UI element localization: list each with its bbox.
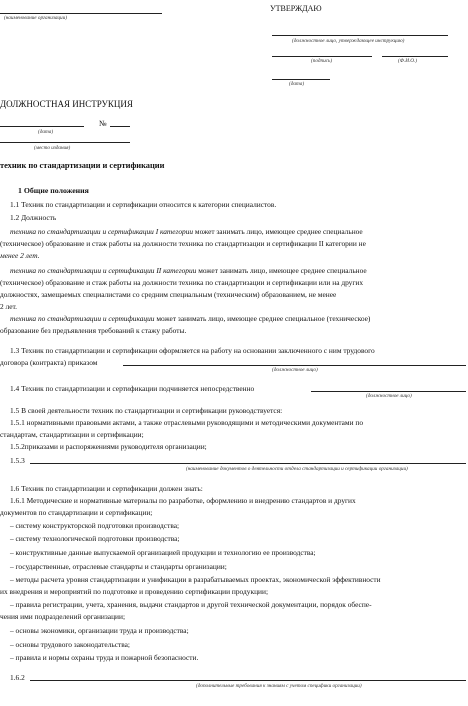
org-name-line[interactable] xyxy=(0,13,162,14)
para-1-5: 1.5 В своей деятельности техник по стандартизации и сертификации руководствуется: xyxy=(10,406,283,415)
doc-number-line[interactable] xyxy=(110,126,130,127)
cat2-title: техника по стандартизации и сертификации II категории xyxy=(10,266,197,275)
list-item: – государственные, отраслевые стандарты и стандарты организации; xyxy=(10,562,227,571)
cat1-line3: менее 2 лет. xyxy=(0,251,40,260)
place-line[interactable] xyxy=(0,142,130,143)
para-1-5-3: 1.5.3 xyxy=(10,456,25,465)
para-1-5-1-line2: стандартам, стандартизации и сертификации; xyxy=(0,430,144,439)
number-sign: № xyxy=(99,119,107,128)
para-1-4-caption: (должностное лицо) xyxy=(366,393,412,399)
list-item-6-line2: чения ими подразделений организации; xyxy=(0,612,126,621)
list-item-5-line1: – методы расчета уровня стандартизации и унификации в разрабатываемых проектах, экономической эффективности xyxy=(10,575,381,584)
place-caption: (место издания) xyxy=(34,145,71,151)
cat3-line2: образование без предъявления требований к стажу работы. xyxy=(0,326,187,335)
cat2-text: может занимать лицо, имеющее среднее специальное xyxy=(196,266,367,275)
approver-position-line[interactable] xyxy=(272,35,448,36)
list-item: – конструктивные данные выпускаемой организацией продукции и технологию ее производства; xyxy=(10,548,316,557)
cat2-line1 xyxy=(10,266,367,275)
cat3-line1 xyxy=(10,314,370,323)
doc-subtitle: техник по стандартизации и сертификации xyxy=(0,161,165,170)
para-1-4: 1.4 Техник по стандартизации и сертификации подчиняется непосредственно xyxy=(10,384,255,393)
signature-line[interactable] xyxy=(272,56,372,57)
para-1-6-1-line1: 1.6.1 Методические и нормативные материалы по разработке, оформлению и внедрению стандартов и других xyxy=(10,496,356,505)
approve-date-caption: (дата) xyxy=(289,81,305,87)
list-item-6-line1: – правила регистрации, учета, хранения, выдачи стандартов и другой технической документации, порядок обеспе- xyxy=(10,600,372,609)
cat3-title: техника по стандартизации и сертификации xyxy=(10,314,155,323)
documents-line[interactable] xyxy=(30,463,466,464)
section-heading: 1 Общие положения xyxy=(18,186,89,195)
doc-date-line[interactable] xyxy=(0,126,84,127)
cat1-line2: (техническое) образование и стаж работы на должности техника по стандартизации и сертификации II категории не xyxy=(0,239,366,248)
cat2-line3: должностях, замещаемых специалистами со средним специальным (техническим) образованием, не менее xyxy=(0,290,337,299)
cat2-line2: (техническое) образование и стаж работы на должности техника по стандартизации и сертификации или на других xyxy=(0,278,364,287)
list-item: – основы трудового законодательства; xyxy=(10,640,130,649)
approve-date-line[interactable] xyxy=(272,79,330,80)
doc-date-caption: (дата) xyxy=(38,129,54,135)
para-1-5-1-line1: 1.5.1 нормативными правовыми актами, а также отраслевыми руководящими и методическими документами по xyxy=(10,418,364,427)
para-1-6-1-line2: документов по стандартизации и сертификации; xyxy=(0,508,153,517)
order-official-line[interactable] xyxy=(123,365,466,366)
cat2-line4: 2 лет. xyxy=(0,302,18,311)
supervisor-line[interactable] xyxy=(311,391,466,392)
approver-position-caption: (должностное лицо, утверждающее инструкцию) xyxy=(292,38,405,44)
fio-line[interactable] xyxy=(382,56,448,57)
list-item: – систему конструкторской подготовки производства; xyxy=(10,521,180,530)
para-1-1: 1.1 Техник по стандартизации и сертификации относится к категории специалистов. xyxy=(10,200,277,209)
doc-title: ДОЛЖНОСТНАЯ ИНСТРУКЦИЯ xyxy=(0,99,133,109)
para-1-2: 1.2 Должность xyxy=(10,213,57,222)
para-1-6: 1.6 Техник по стандартизации и сертификации должен знать: xyxy=(10,484,203,493)
para-1-5-2: 1.5.2приказами и распоряжениями руководителя организации; xyxy=(10,442,207,451)
list-item: – правила и нормы охраны труда и пожарной безопасности. xyxy=(10,653,199,662)
para-1-5-3-caption: (наименование документов о деятельности отдела стандартизации и сертификации организации) xyxy=(186,466,408,472)
para-1-3-line2: договора (контракта) приказом xyxy=(0,358,98,367)
extra-requirements-line[interactable] xyxy=(30,680,466,681)
cat3-text: может занимать лицо, имеющее среднее специальное (техническое) xyxy=(154,314,371,323)
list-item-5-line2: их внедрения и мероприятий по подготовке и проведению сертификации продукции; xyxy=(0,587,268,596)
para-1-6-2: 1.6.2 xyxy=(10,673,25,682)
para-1-3-caption: (должностное лицо) xyxy=(272,367,318,373)
para-1-3-line1: 1.3 Техник по стандартизации и сертификации оформляется на работу на основании заключенного с ним трудового xyxy=(10,346,375,355)
signature-caption: (подпись) xyxy=(311,58,333,64)
para-1-6-2-caption: (дополнительные требования к знаниям с учетом специфики организации) xyxy=(196,683,362,689)
approve-title: УТВЕРЖДАЮ xyxy=(270,4,322,13)
list-item: – систему технологической подготовки производства; xyxy=(10,534,180,543)
list-item: – основы экономики, организации труда и производства; xyxy=(10,626,189,635)
cat1-title: техника по стандартизации и сертификации I категории xyxy=(10,227,194,236)
org-caption: (наименование организации) xyxy=(4,15,67,21)
cat1-text: может занимать лицо, имеющее среднее специальное xyxy=(193,227,363,236)
cat1-line1 xyxy=(10,227,466,236)
fio-caption: (Ф.И.О.) xyxy=(398,58,418,64)
